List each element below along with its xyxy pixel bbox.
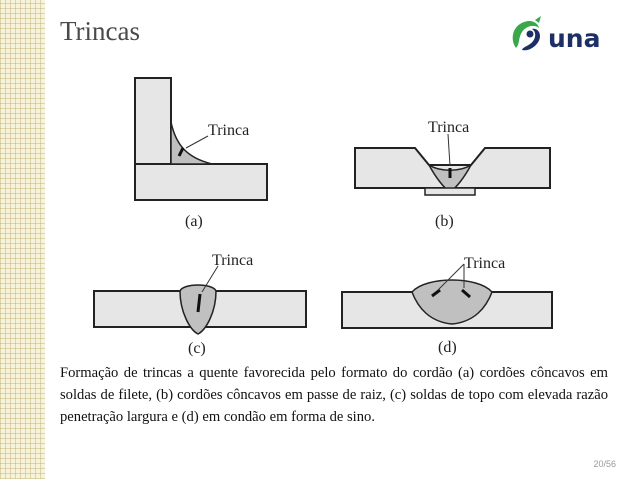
callout-trinca-b: Trinca — [428, 119, 470, 136]
callout-trinca-c: Trinca — [212, 252, 254, 269]
crack-mark — [198, 294, 200, 312]
weld-crack-figure — [80, 68, 580, 358]
una-logo — [508, 14, 614, 58]
panel-a-fillet-weld — [135, 78, 267, 230]
callout-leader — [186, 136, 208, 148]
panel-label-d: (d) — [438, 339, 457, 356]
slide-title: Trincas — [60, 16, 141, 46]
panel-d-bell-bead — [342, 255, 552, 356]
panel-label-c: (c) — [188, 340, 206, 357]
logo-mark-icon — [513, 16, 541, 50]
callout-trinca-d: Trinca — [464, 255, 506, 272]
panel-label-a: (a) — [185, 213, 203, 230]
page-number: 20/56 — [593, 459, 616, 469]
panel-b-root-pass — [355, 119, 550, 230]
figure-caption: Formação de trincas a quente favorecida pelo formato do cordão (a) cordões côncavos em soldas de filete, (b) cordões côncavos em passe de raiz, (c) soldas de topo com elevada razão penetração largura e (d) em condão em forma de sino. — [60, 365, 608, 425]
callout-leader — [448, 134, 450, 166]
fillet-weld-bead — [171, 122, 212, 164]
panel-c-butt-weld — [94, 252, 306, 357]
backing-strip — [425, 188, 475, 195]
decorative-side-pattern — [0, 0, 45, 479]
panel-label-b: (b) — [435, 213, 454, 230]
logo-text: una — [548, 24, 601, 53]
vertical-plate — [135, 78, 171, 164]
horizontal-plate — [135, 164, 267, 200]
callout-trinca-a: Trinca — [208, 122, 250, 139]
